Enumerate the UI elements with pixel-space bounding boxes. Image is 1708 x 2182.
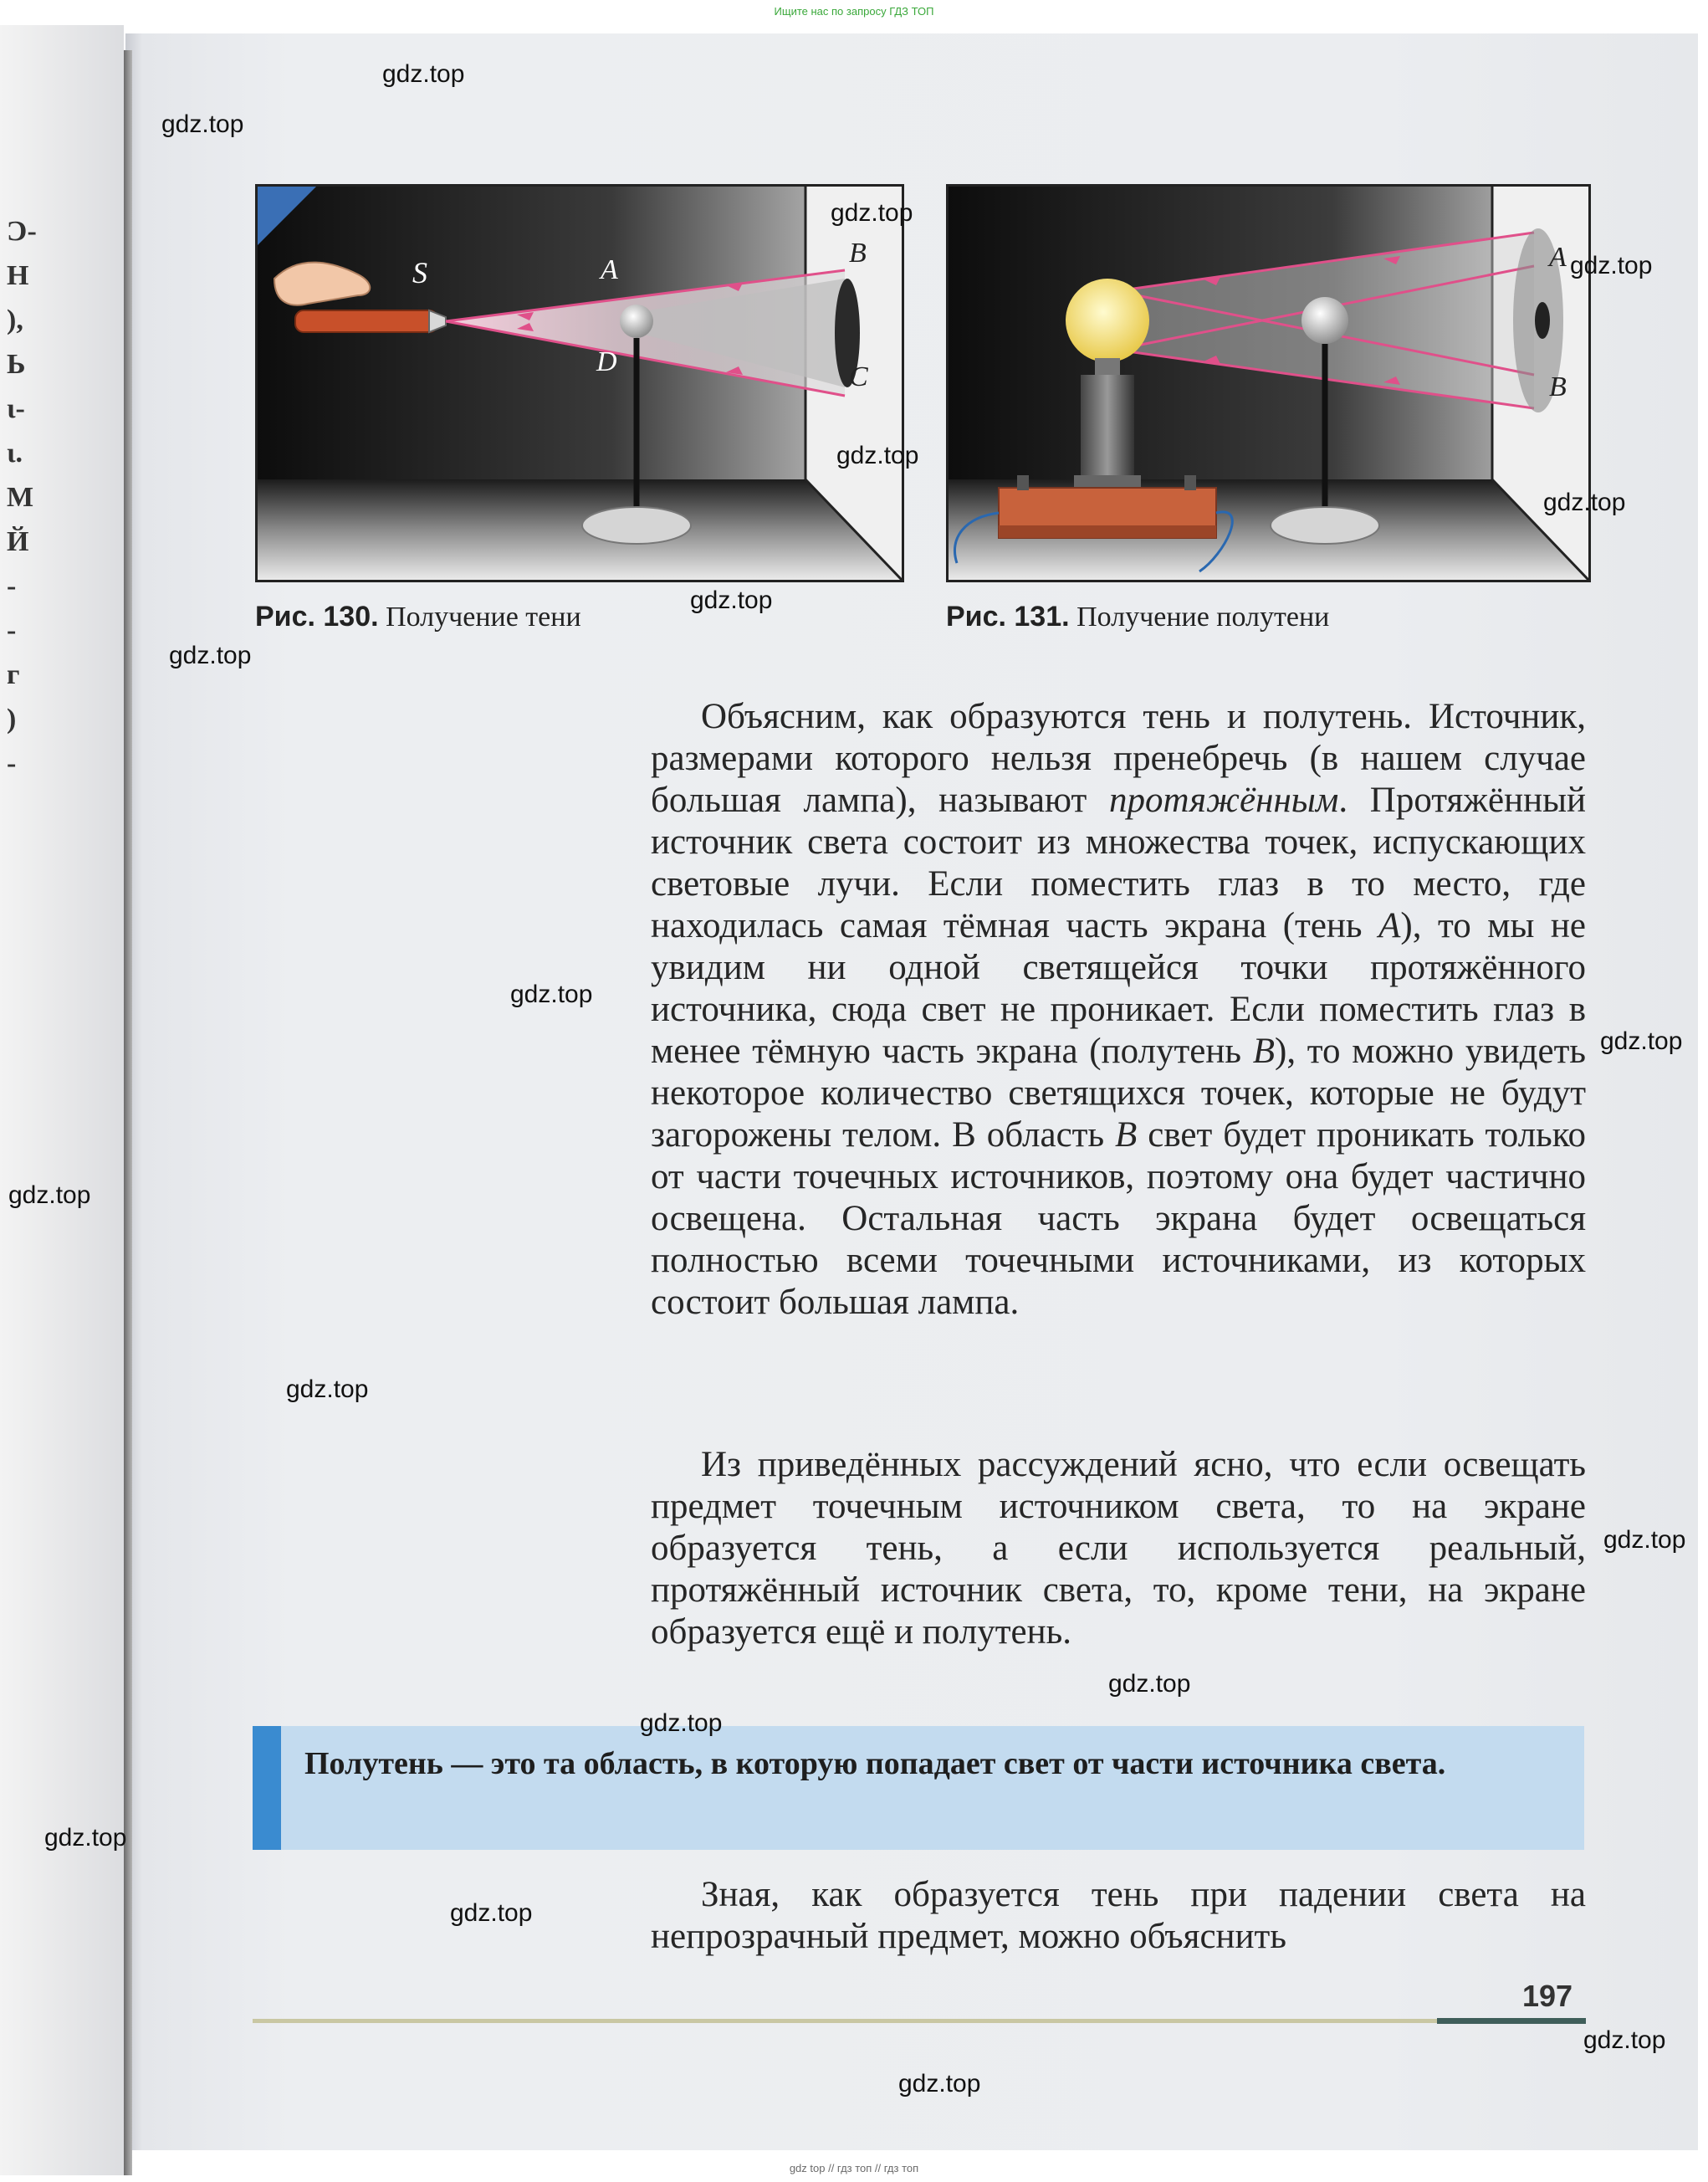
paragraph-continuation-text: Зная, как образуется тень при падении света на непрозрачный предмет, можно объяснить xyxy=(651,1875,1586,1956)
italic-term: B xyxy=(1115,1115,1138,1155)
left-page-char: М xyxy=(7,482,34,513)
figure-130-number: Рис. 130. xyxy=(255,601,379,633)
left-page-edge xyxy=(0,25,127,2175)
watermark: gdz.top xyxy=(169,642,252,669)
watermark: gdz.top xyxy=(1583,2026,1666,2054)
left-page-char: ι- xyxy=(7,393,25,424)
label-b: B xyxy=(849,238,867,269)
left-page-char: г xyxy=(7,659,20,690)
left-page-char: Ь xyxy=(7,349,26,380)
italic-term: протяжённым xyxy=(1108,781,1339,820)
italic-term: A xyxy=(1378,906,1401,945)
left-page-char: - xyxy=(7,571,17,602)
paragraph-text: ), то мы не увидим ни одной светящейся точки протяжённого источника, сюда свет не проникает. Если поместить глаз в менее тёмную часть экрана (полутень xyxy=(651,906,1586,1071)
left-page-char: ι. xyxy=(7,438,23,469)
definition-accent-bar xyxy=(253,1726,281,1850)
watermark: gdz.top xyxy=(1600,1027,1683,1055)
book-spine xyxy=(124,50,132,2175)
watermark: gdz.top xyxy=(1570,252,1653,279)
paragraph-conclusion xyxy=(651,1444,1586,1653)
paragraph-text: ), то можно увидеть некоторое количество светящихся точек, которые не будут загорожены телом. В область xyxy=(651,1032,1586,1155)
left-page-text-fragments xyxy=(7,209,40,786)
left-page-char: Ͻ- xyxy=(7,216,37,247)
watermark: gdz.top xyxy=(1108,1670,1191,1698)
watermark: gdz.top xyxy=(161,110,244,138)
label-d: D xyxy=(596,346,617,377)
watermark: gdz.top xyxy=(690,586,773,614)
left-page-char: ), xyxy=(7,305,23,335)
figure-130-title: Получение тени xyxy=(386,602,581,633)
paragraph-text: свет будет проникать только от части точечных источников, поэтому она будет частично освещена. Остальная часть экрана будет освещаться полностью всеми точечными источниками, из которых состоит большая лампа. xyxy=(651,1115,1586,1322)
watermark: gdz.top xyxy=(1543,489,1626,516)
paragraph-continuation xyxy=(651,1874,1586,1958)
paragraph-text: Объясним, как образуются тень и полутень. Источник, размерами которого нельзя пренебречь (в нашем случае большая лампа), называют xyxy=(651,697,1586,820)
watermark: gdz.top xyxy=(286,1375,369,1403)
left-page-char: ) xyxy=(7,704,17,735)
paragraph-conclusion-text: Из приведённых рассуждений ясно, что если освещать предмет точечным источником света, то на экране образуется тень, а если используется реальный, протяжённый источник света, то, кроме тени, на экране образуется ещё и полутень. xyxy=(651,1445,1586,1652)
left-page-char: Н xyxy=(7,260,29,291)
watermark: gdz.top xyxy=(450,1899,533,1927)
watermark: gdz.top xyxy=(1603,1526,1686,1554)
left-page-char: - xyxy=(7,748,17,779)
definition-text: Полутень — это та область, в которую попадает свет от части источника света. xyxy=(304,1746,1446,1781)
watermark: gdz.top xyxy=(831,199,913,227)
footer-rule xyxy=(253,2019,1437,2023)
watermark: gdz.top xyxy=(898,2070,981,2097)
label-b: B xyxy=(1549,371,1567,402)
label-a: A xyxy=(1549,242,1567,273)
page-number: 197 xyxy=(1522,1979,1573,2013)
watermark: gdz.top xyxy=(510,981,593,1008)
footer-rule-accent xyxy=(1437,2018,1586,2024)
figure-131-title: Получение полутени xyxy=(1076,602,1330,633)
watermark: gdz.top xyxy=(640,1709,723,1737)
bottom-banner[interactable]: gdz top // гдз топ // гдз топ xyxy=(789,2162,919,2174)
top-banner[interactable]: Ищите нас по запросу ГДЗ ТОП xyxy=(774,5,934,18)
watermark: gdz.top xyxy=(44,1824,127,1852)
figure-130-caption xyxy=(255,601,581,633)
figure-131-penumbra xyxy=(946,184,1591,582)
italic-term: B xyxy=(1252,1032,1276,1071)
paragraph-penumbra-explanation xyxy=(651,696,1586,1324)
left-page-char: - xyxy=(7,615,17,646)
label-a: A xyxy=(601,254,618,285)
left-page-char: Й xyxy=(7,526,29,557)
figure-130-shadow xyxy=(255,184,904,582)
watermark: gdz.top xyxy=(382,60,465,88)
figure-131-caption xyxy=(946,601,1329,633)
watermark: gdz.top xyxy=(8,1181,91,1209)
label-c: C xyxy=(849,361,868,392)
figure-131-number: Рис. 131. xyxy=(946,601,1070,633)
label-s: S xyxy=(412,256,427,289)
definition-box xyxy=(253,1726,1584,1850)
paragraph-text: . Протяжённый источник света состоит из множества точек, испускающих световые лучи. Если поместить глаз в то место, где находилась самая тёмная часть экрана (тень xyxy=(651,781,1586,945)
watermark: gdz.top xyxy=(836,442,919,469)
